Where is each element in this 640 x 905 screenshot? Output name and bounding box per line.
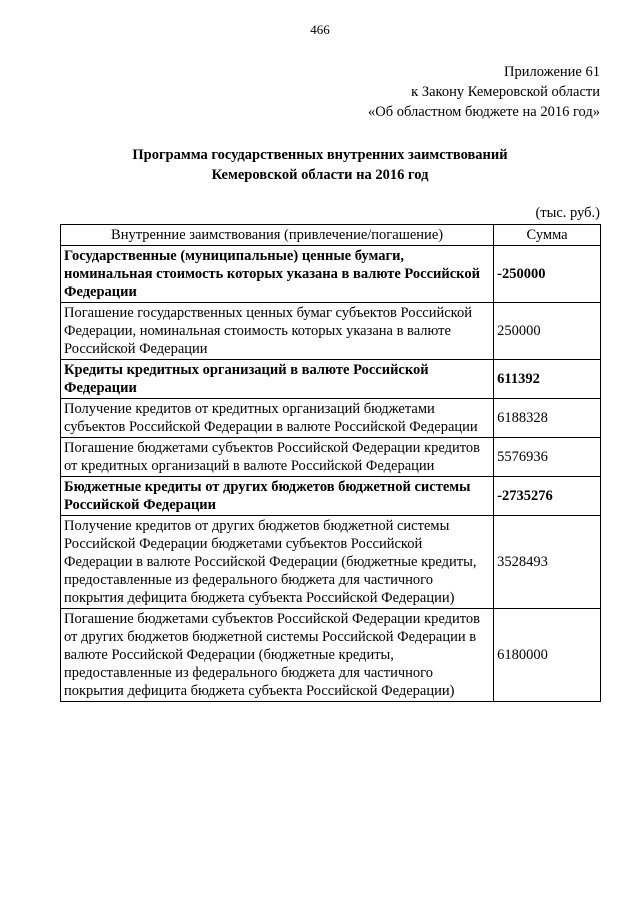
row-amount: 250000 — [494, 303, 601, 360]
row-description: Государственные (муниципальные) ценные бумаги, номинальная стоимость которых указана в валюте Российской Федерации — [61, 246, 494, 303]
row-amount: -2735276 — [494, 477, 601, 516]
table-row — [61, 438, 601, 477]
row-description: Бюджетные кредиты от других бюджетов бюджетной системы Российской Федерации — [61, 477, 494, 516]
row-description: Кредиты кредитных организаций в валюте Российской Федерации — [61, 360, 494, 399]
row-description: Погашение государственных ценных бумаг субъектов Российской Федерации, номинальная стоимость которых указана в валюте Российской Федерации — [61, 303, 494, 360]
table-row — [61, 516, 601, 609]
title-line: Кемеровской области на 2016 год — [211, 167, 429, 183]
table-row — [61, 477, 601, 516]
row-amount: 611392 — [494, 360, 601, 399]
row-amount: 5576936 — [494, 438, 601, 477]
document-title — [0, 145, 640, 185]
row-amount: 6188328 — [494, 399, 601, 438]
table-row — [61, 609, 601, 702]
title-line: Программа государственных внутренних заимствований — [132, 147, 508, 163]
row-amount: -250000 — [494, 246, 601, 303]
appendix-line: «Об областном бюджете на 2016 год» — [368, 104, 600, 120]
table-row — [61, 303, 601, 360]
appendix-line: к Закону Кемеровской области — [411, 84, 600, 100]
units-label: (тыс. руб.) — [535, 205, 600, 221]
table-row — [61, 360, 601, 399]
row-amount: 3528493 — [494, 516, 601, 609]
borrowings-table — [60, 224, 601, 702]
table-row — [61, 246, 601, 303]
row-description: Получение кредитов от кредитных организаций бюджетами субъектов Российской Федерации в валюте Российской Федерации — [61, 399, 494, 438]
appendix-reference — [368, 62, 600, 122]
page-number: 466 — [310, 22, 330, 37]
header-amount: Сумма — [494, 225, 601, 246]
table-header-row — [61, 225, 601, 246]
row-description: Погашение бюджетами субъектов Российской Федерации кредитов от других бюджетов бюджетной системы Российской Федерации в валюте Российской Федерации (бюджетные кредиты, предоставленные из федерального бюджета для частичного покрытия дефицита бюджета субъекта Российской Федерации) — [61, 609, 494, 702]
header-description: Внутренние заимствования (привлечение/погашение) — [61, 225, 494, 246]
row-description: Погашение бюджетами субъектов Российской Федерации кредитов от кредитных организаций в валюте Российской Федерации — [61, 438, 494, 477]
row-amount: 6180000 — [494, 609, 601, 702]
table-row — [61, 399, 601, 438]
appendix-line: Приложение 61 — [504, 64, 600, 80]
row-description: Получение кредитов от других бюджетов бюджетной системы Российской Федерации бюджетами субъектов Российской Федерации в валюте Российской Федерации (бюджетные кредиты, предоставленные из федерального бюджета для частичного покрытия дефицита бюджета субъекта Российской Федерации) — [61, 516, 494, 609]
